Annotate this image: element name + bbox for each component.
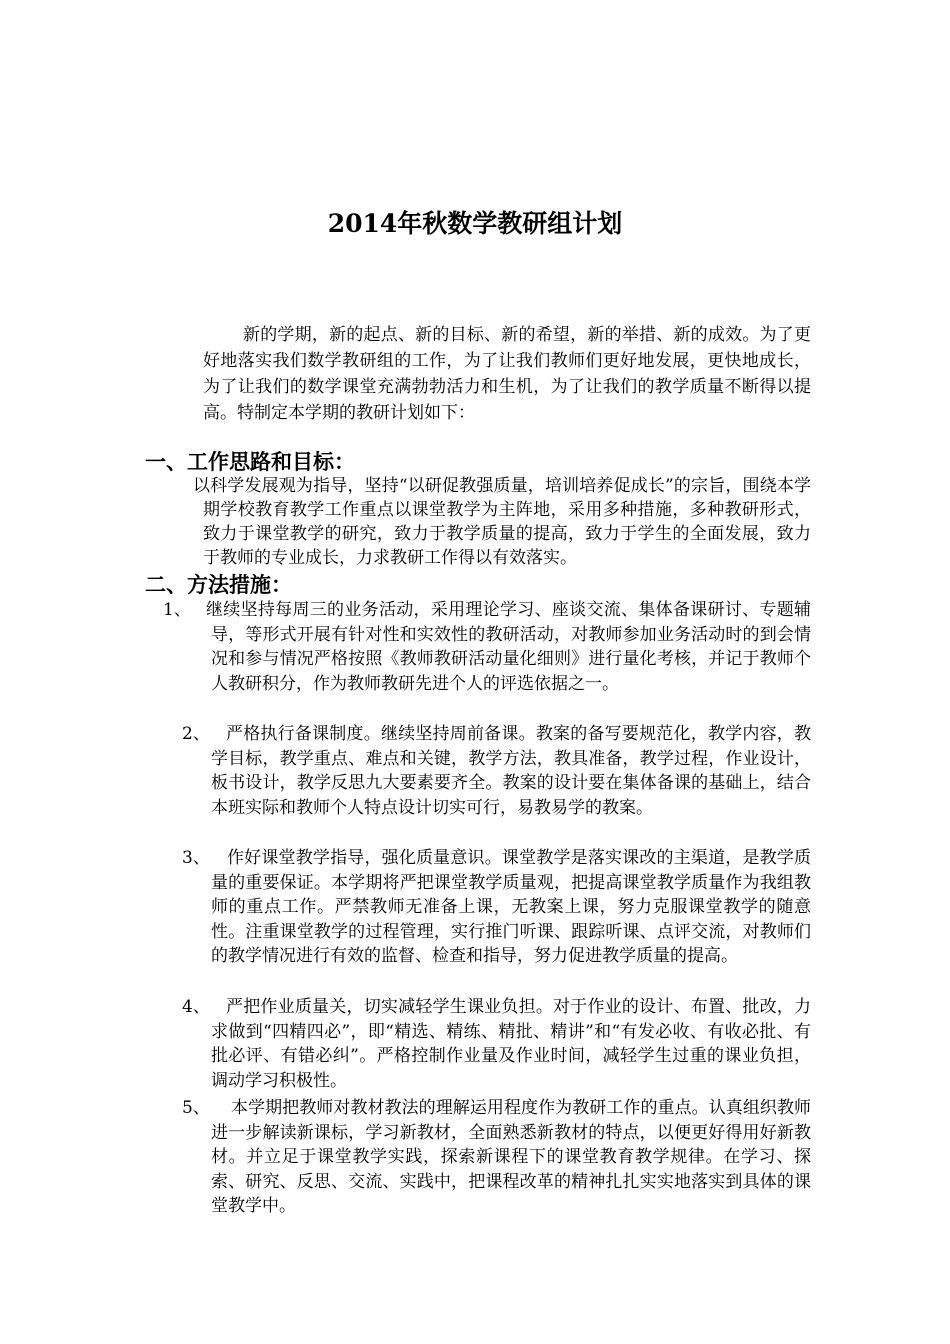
measure-item-2: [182, 722, 811, 820]
document-title: 2014年秋数学教研组计划: [327, 209, 623, 238]
section-heading-goals: 一、工作思路和目标：: [145, 449, 355, 474]
section-body-goals: 以科学发展观为指导，坚持“以研促教强质量，培训培养促成长”的宗旨，围绕本学期学校教育教学工作重点以课堂教学为主阵地，采用多种措施，多种教研形式，致力于课堂教学的研究，致力于教学质量的提高，致力于学生的全面发展，致力于教师的专业成长，力求教研工作得以有效落实。: [193, 476, 811, 568]
intro-paragraph: 新的学期，新的起点、新的目标、新的希望，新的举措、新的成效。为了更好地落实我们数学教研组的工作，为了让我们教师们更好地发展，更快地成长，为了让我们的数学课堂充满勃勃活力和生机，为了让我们的教学质量不断得以提高。特制定本学期的教研计划如下：: [203, 325, 811, 423]
measure-item-number: 2、: [182, 724, 210, 744]
measure-item-3: [182, 846, 811, 969]
measure-item-number: 4、: [182, 997, 210, 1017]
measure-item-text: 严把作业质量关，切实减轻学生课业负担。对于作业的设计、布置、批改，力求做到“四精四必”，即“精选、精练、精批、精讲”和“有发必收、有收必批、有批必评、有错必纠”。严格控制作业量及作业时间，减轻学生过重的课业负担，调动学习积极性。: [211, 997, 811, 1091]
measure-item-text: 严格执行备课制度。继续坚持周前备课。教案的备写要规范化，教学内容，教学目标，教学重点、难点和关键，教学方法，教具准备，教学过程，作业设计，板书设计，教学反思九大要素要齐全。教案的设计要在集体备课的基础上，结合本班实际和教师个人特点设计切实可行，易教易学的教案。: [211, 724, 811, 818]
measure-item-text: 继续坚持每周三的业务活动，采用理论学习、座谈交流、集体备课研讨、专题辅导，等形式开展有针对性和实效性的教研活动，对教师参加业务活动时的到会情况和参与情况严格按照《教师教研活动量化细则》进行量化考核，并记于教师个人教研积分，作为教师教研先进个人的评选依据之一。: [206, 600, 811, 694]
section-heading-measures: 二、方法措施：: [145, 572, 292, 597]
measure-item-number: 1、: [163, 600, 191, 620]
measure-item-5: [182, 1096, 811, 1219]
measure-item-text: 本学期把教师对教材教法的理解运用程度作为教研工作的重点。认真组织教师进一步解读新课标，学习新教材，全面熟悉新教材的特点，以便更好得用好新教材。并立足于课堂教学实践，探索新课程下的课堂教育教学规律。在学习、探索、研究、反思、交流、实践中，把课程改革的精神扎扎实实地落实到具体的课堂教学中。: [211, 1098, 811, 1216]
measure-item-1: [163, 598, 811, 696]
measure-item-number: 3、: [182, 848, 210, 868]
measure-item-number: 5、: [182, 1098, 210, 1118]
measure-item-4: [182, 995, 811, 1093]
measure-item-text: 作好课堂教学指导，强化质量意识。课堂教学是落实课改的主渠道，是教学质量的重要保证。本学期将严把课堂教学质量观，把提高课堂教学质量作为我组教师的重点工作。严禁教师无准备上课，无教案上课，努力克服课堂教学的随意性。注重课堂教学的过程管理，实行推门听课、跟踪听课、点评交流，对教师们的教学情况进行有效的监督、检查和指导，努力促进教学质量的提高。: [211, 848, 811, 966]
